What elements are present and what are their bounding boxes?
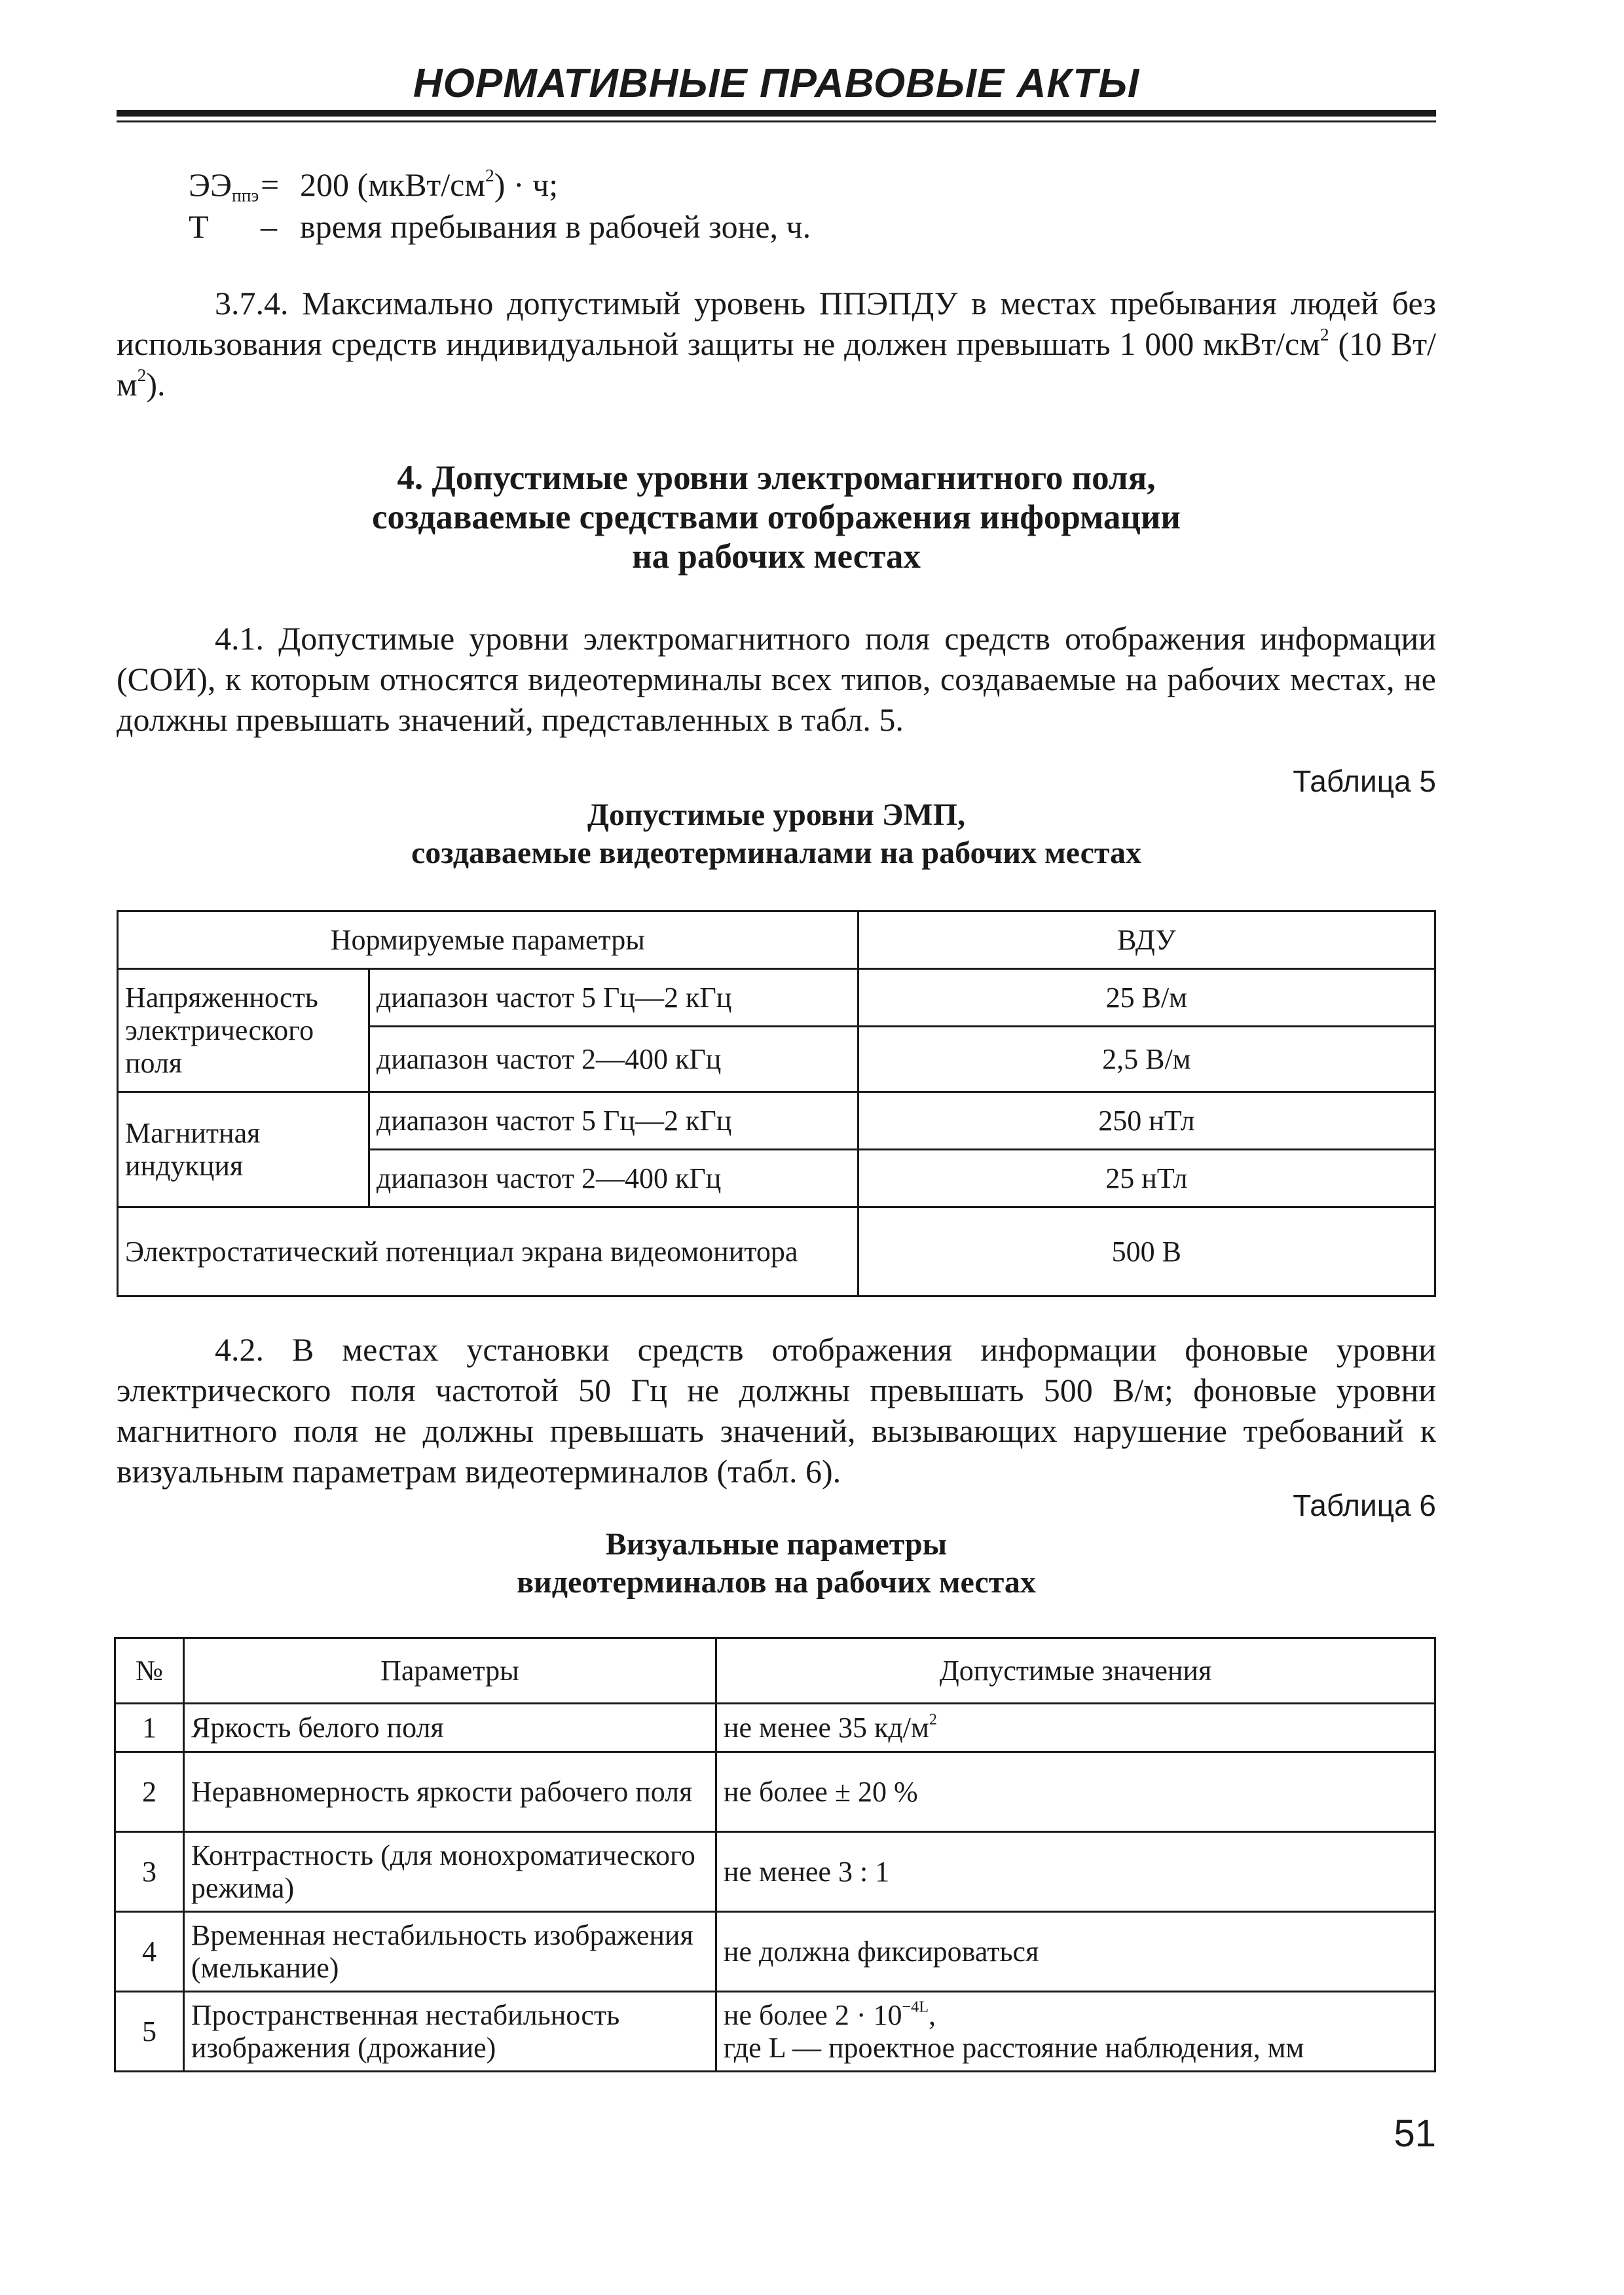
- header-rule-thick: [117, 110, 1436, 117]
- table-row: [115, 1704, 1435, 1752]
- table6-value: не более ± 20 %: [716, 1752, 1435, 1832]
- table5-header-row: [118, 911, 1435, 969]
- para-42-text: 4.2. В местах установки средств отображения информации фоновые уровни электрического поля частотой 50 Гц не должны превышать 500 В/м; фоновые уровни магнитного поля не должны превышать значений, вызывающих нарушение требований к визуальным параметрам видеотерминалов (табл. 6).: [117, 1331, 1436, 1490]
- table-row: [118, 1207, 1435, 1296]
- table6-no: 2: [115, 1752, 184, 1832]
- table5-range: диапазон частот 2—400 кГц: [369, 1150, 858, 1207]
- table5-last-param: Электростатический потенциал экрана видеомонитора: [118, 1207, 858, 1296]
- table6-title: [117, 1526, 1436, 1602]
- table6-head-no: №: [115, 1638, 184, 1704]
- formula-value-b: ) · ч;: [494, 166, 559, 203]
- formula-symbol: [189, 164, 261, 206]
- table-row: [115, 1832, 1435, 1912]
- symbol-text: ЭЭ: [189, 166, 232, 203]
- table6-param: Временная нестабильность изображения (мелькание): [183, 1912, 716, 1992]
- table6-value-line1: [724, 1999, 1428, 2032]
- table5-value: 250 нТл: [858, 1092, 1435, 1150]
- table6-title-line2: видеотерминалов на рабочих местах: [517, 1565, 1036, 1600]
- table5-value: 25 нТл: [858, 1150, 1435, 1207]
- document-page: [117, 0, 1436, 2295]
- para-374-sup2: 2: [137, 365, 147, 385]
- para-41-text: 4.1. Допустимые уровни электромагнитного поля средств отображения информации (СОИ), к которым относятся видеотерминалы всех типов, создаваемые на рабочих местах, не должны превышать значений, представленных в табл. 5.: [117, 620, 1436, 738]
- table6-no: 5: [115, 1992, 184, 2072]
- table-row: [115, 1752, 1435, 1832]
- table5-label: Таблица 5: [1293, 764, 1436, 798]
- table6-header-row: [115, 1638, 1435, 1704]
- formula-value: [300, 164, 558, 206]
- table6-title-line1: Визуальные параметры: [605, 1527, 948, 1562]
- table6-value: не должна фиксироваться: [716, 1912, 1435, 1992]
- table6-value-sup: 2: [929, 1710, 937, 1729]
- table5-value: 25 В/м: [858, 969, 1435, 1027]
- page-number: 51: [1393, 2112, 1436, 2155]
- table5-group-magnetic: Магнитная индукция: [118, 1092, 369, 1207]
- table5-title-line2: создаваемые видеотерминалами на рабочих местах: [411, 835, 1142, 870]
- section-title-line3: на рабочих местах: [632, 538, 921, 576]
- formula-value-a: 200 (мкВт/см: [300, 166, 486, 203]
- running-header: НОРМАТИВНЫЕ ПРАВОВЫЕ АКТЫ: [413, 61, 1140, 106]
- table6-param: Контрастность (для монохроматического режима): [183, 1832, 716, 1912]
- table6-head-param: Параметры: [183, 1638, 716, 1704]
- para-374-text-a: 3.7.4. Максимально допустимый уровень ППЭПДУ в местах пребывания людей без использования средств индивидуальной защиты не должен превышать 1 000 мкВт/см: [117, 285, 1436, 362]
- table6-value: [716, 1992, 1435, 2072]
- table5-value: 2,5 В/м: [858, 1027, 1435, 1092]
- table6-value-sup: −4L: [902, 1998, 929, 2016]
- formula-sup: 2: [485, 165, 494, 185]
- table5-head-vdu: ВДУ: [858, 911, 1435, 969]
- table6-value: [716, 1704, 1435, 1752]
- table5-range: диапазон частот 5 Гц—2 кГц: [369, 1092, 858, 1150]
- table5-range: диапазон частот 5 Гц—2 кГц: [369, 969, 858, 1027]
- table-row: [115, 1912, 1435, 1992]
- table5-range: диапазон частот 2—400 кГц: [369, 1027, 858, 1092]
- formula-row-ee: [189, 164, 811, 206]
- paragraph-4-2: [117, 1329, 1436, 1492]
- table6-label: Таблица 6: [1293, 1488, 1436, 1522]
- header-rule-thin: [117, 120, 1436, 122]
- table6-no: 4: [115, 1912, 184, 1992]
- symbol-subscript: ппэ: [232, 185, 259, 206]
- para-374-text-c: ).: [146, 366, 166, 403]
- table6-value-a: не менее 35 кд/м: [723, 1711, 929, 1744]
- formula-dash: –: [261, 208, 277, 245]
- formula-description: время пребывания в рабочей зоне, ч.: [300, 208, 811, 245]
- table6-no: 3: [115, 1832, 184, 1912]
- formula-row-t: [189, 206, 811, 248]
- table6-head-value: Допустимые значения: [716, 1638, 1435, 1704]
- formula-operator: =: [261, 166, 280, 203]
- table6-param: Пространственная нестабильность изображения (дрожание): [183, 1992, 716, 2072]
- paragraph-3-7-4: [117, 283, 1436, 405]
- table6-value-a: не более 2 · 10: [723, 1998, 902, 2031]
- para-374-sup1: 2: [1320, 324, 1329, 344]
- table5-title-line1: Допустимые уровни ЭМП,: [587, 798, 966, 832]
- formula-symbol-t: Т: [189, 208, 209, 245]
- section-title-line2: создаваемые средствами отображения информации: [372, 498, 1181, 536]
- table6-param: Неравномерность яркости рабочего поля: [183, 1752, 716, 1832]
- table-row: [115, 1992, 1435, 2072]
- table6-value-line2: где L — проектное расстояние наблюдения, мм: [723, 2031, 1304, 2064]
- table-5: [117, 910, 1436, 1297]
- paragraph-4-1: [117, 618, 1436, 740]
- table5-last-value: 500 В: [858, 1207, 1435, 1296]
- table-row: [118, 1092, 1435, 1150]
- table5-head-params: Нормируемые параметры: [118, 911, 858, 969]
- table5-group-electric: Напряженность электрического поля: [118, 969, 369, 1092]
- table6-value: не менее 3 : 1: [716, 1832, 1435, 1912]
- formula-legend: [189, 164, 811, 248]
- table5-title: [117, 796, 1436, 872]
- table6-param: Яркость белого поля: [183, 1704, 716, 1752]
- table-6: [114, 1637, 1436, 2072]
- para-374-text-b: (10 Вт/м: [117, 325, 1436, 403]
- section-title-line1: 4. Допустимые уровни электромагнитного поля,: [397, 459, 1156, 497]
- table-row: [118, 969, 1435, 1027]
- table6-no: 1: [115, 1704, 184, 1752]
- table6-value-b: ,: [929, 1998, 936, 2031]
- section-4-title: [117, 458, 1436, 576]
